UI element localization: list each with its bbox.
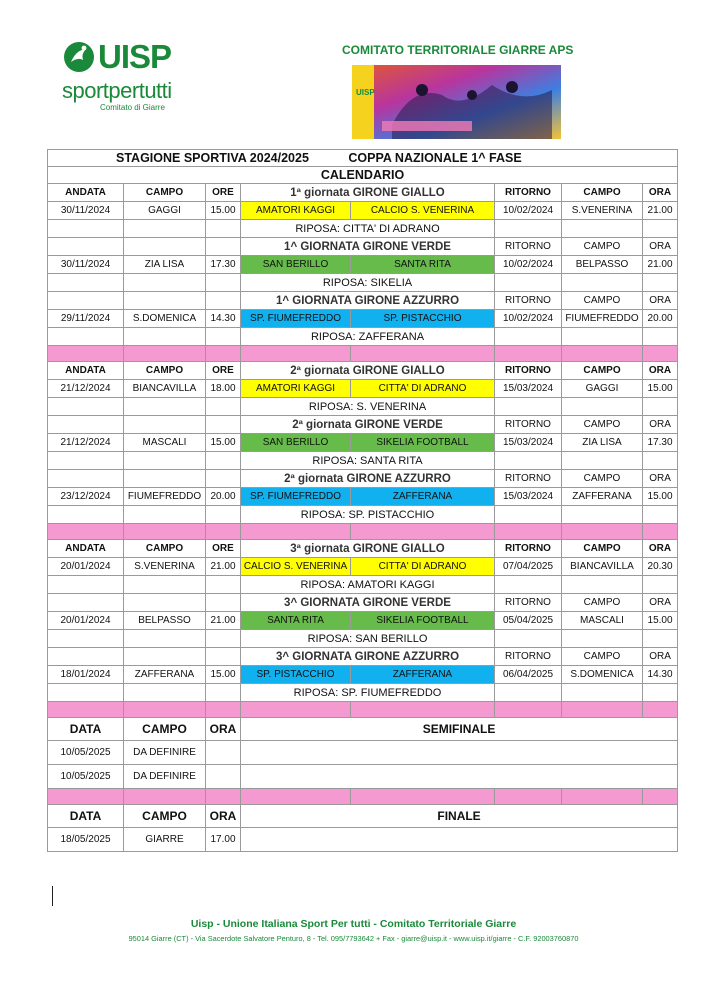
match-field: BIANCAVILLA <box>124 380 206 398</box>
rest-row <box>48 506 678 524</box>
semifinal-header-row <box>48 718 678 741</box>
match-row <box>48 612 678 630</box>
home-team: SANTA RITA <box>241 612 351 630</box>
away-team: SANTA RITA <box>351 256 495 274</box>
return-date: 10/02/2024 <box>495 310 562 328</box>
home-team: SAN BERILLO <box>241 256 351 274</box>
home-team: AMATORI KAGGI <box>241 202 351 220</box>
col-ore: ORE <box>206 540 241 558</box>
group-title: 3^ GIORNATA GIRONE VERDE <box>241 594 495 612</box>
calendar-title-row <box>48 167 678 184</box>
match-time: 21.00 <box>206 558 241 576</box>
match-field: BELPASSO <box>124 612 206 630</box>
group-header-row <box>48 594 678 612</box>
match-row <box>48 666 678 684</box>
return-field: FIUMEFREDDO <box>562 310 643 328</box>
rest-row <box>48 328 678 346</box>
rest-row <box>48 684 678 702</box>
group-title: 1^ GIORNATA GIRONE VERDE <box>241 238 495 256</box>
return-date: 06/04/2025 <box>495 666 562 684</box>
poster-image <box>352 65 561 139</box>
home-team: AMATORI KAGGI <box>241 380 351 398</box>
col-campo-return: CAMPO <box>562 292 643 310</box>
col-ore: ORE <box>206 184 241 202</box>
col-ora: ORA <box>643 184 678 202</box>
group-title: 3ª giornata GIRONE GIALLO <box>241 540 495 558</box>
finals-body <box>48 718 678 852</box>
group-header-row <box>48 470 678 488</box>
match-time: 15.00 <box>206 434 241 452</box>
pink-separator-row <box>48 524 678 540</box>
logo-tagline: sportpertutti <box>62 78 172 103</box>
col-campo-return: CAMPO <box>562 648 643 666</box>
match-field: GAGGI <box>124 202 206 220</box>
col-campo: CAMPO <box>124 805 206 828</box>
col-data: DATA <box>48 805 124 828</box>
stage-field: DA DEFINIRE <box>124 741 206 765</box>
col-ora: ORA <box>206 805 241 828</box>
stage-date: 18/05/2025 <box>48 828 124 852</box>
match-row <box>48 256 678 274</box>
col-ritorno: RITORNO <box>495 292 562 310</box>
return-date: 07/04/2025 <box>495 558 562 576</box>
col-ora: ORA <box>643 362 678 380</box>
col-data: DATA <box>48 718 124 741</box>
return-time: 21.00 <box>643 256 678 274</box>
return-time: 21.00 <box>643 202 678 220</box>
group-title: 2ª giornata GIRONE VERDE <box>241 416 495 434</box>
match-row <box>48 202 678 220</box>
match-time: 14.30 <box>206 310 241 328</box>
group-title: 1^ GIORNATA GIRONE AZZURRO <box>241 292 495 310</box>
col-andata: ANDATA <box>48 184 124 202</box>
away-team: SP. PISTACCHIO <box>351 310 495 328</box>
col-ora: ORA <box>643 416 678 434</box>
rest-team: RIPOSA: S. VENERINA <box>241 398 495 416</box>
return-field: ZIA LISA <box>562 434 643 452</box>
rest-row <box>48 630 678 648</box>
home-team: SP. PISTACCHIO <box>241 666 351 684</box>
footer-line2: 95014 Giarre (CT) - Via Sacerdote Salvatore Penturo, 8 - Tel. 095/7793642 + Fax - giarre@uisp.it - www.uisp.it/giarre - C.F. 92003760870 <box>128 934 579 943</box>
match-time: 18.00 <box>206 380 241 398</box>
return-date: 15/03/2024 <box>495 488 562 506</box>
col-ritorno: RITORNO <box>495 470 562 488</box>
return-field: S.VENERINA <box>562 202 643 220</box>
match-field: S.VENERINA <box>124 558 206 576</box>
stage-date: 10/05/2025 <box>48 741 124 765</box>
col-ritorno: RITORNO <box>495 648 562 666</box>
cup-title: COPPA NAZIONALE 1^ FASE <box>348 150 522 165</box>
rest-team: RIPOSA: SP. FIUMEFREDDO <box>241 684 495 702</box>
rest-team: RIPOSA: SP. PISTACCHIO <box>241 506 495 524</box>
home-team: SAN BERILLO <box>241 434 351 452</box>
pink-separator-row <box>48 346 678 362</box>
col-ritorno: RITORNO <box>495 540 562 558</box>
return-date: 15/03/2024 <box>495 434 562 452</box>
final-header-row <box>48 805 678 828</box>
col-ritorno: RITORNO <box>495 238 562 256</box>
col-campo: CAMPO <box>124 540 206 558</box>
col-ore: ORE <box>206 362 241 380</box>
col-ritorno: RITORNO <box>495 362 562 380</box>
footer-line1: Uisp - Unione Italiana Sport Per tutti - Comitato Territoriale Giarre <box>190 918 517 930</box>
rest-team: RIPOSA: SANTA RITA <box>241 452 495 470</box>
stage-date: 10/05/2025 <box>48 765 124 789</box>
group-header-row <box>48 362 678 380</box>
col-campo-return: CAMPO <box>562 362 643 380</box>
col-andata: ANDATA <box>48 540 124 558</box>
stage-time <box>206 741 241 765</box>
home-team: SP. FIUMEFREDDO <box>241 310 351 328</box>
final-title: FINALE <box>241 805 678 828</box>
text-cursor-mark <box>52 886 53 906</box>
away-team: CALCIO S. VENERINA <box>351 202 495 220</box>
return-date: 15/03/2024 <box>495 380 562 398</box>
match-date: 20/01/2024 <box>48 558 124 576</box>
group-header-row <box>48 292 678 310</box>
away-team: SIKELIA FOOTBALL <box>351 434 495 452</box>
return-date: 10/02/2024 <box>495 202 562 220</box>
match-field: FIUMEFREDDO <box>124 488 206 506</box>
season-title-row <box>48 150 678 167</box>
col-campo-return: CAMPO <box>562 184 643 202</box>
col-ora: ORA <box>643 540 678 558</box>
semifinal-title: SEMIFINALE <box>241 718 678 741</box>
semifinal-row <box>48 741 678 765</box>
away-team: CITTA' DI ADRANO <box>351 558 495 576</box>
match-field: MASCALI <box>124 434 206 452</box>
stage-time: 17.00 <box>206 828 241 852</box>
schedule-table <box>47 149 678 852</box>
return-time: 20.00 <box>643 310 678 328</box>
away-team: CITTA' DI ADRANO <box>351 380 495 398</box>
rest-team: RIPOSA: CITTA' DI ADRANO <box>241 220 495 238</box>
match-row <box>48 434 678 452</box>
col-campo: CAMPO <box>124 184 206 202</box>
match-row <box>48 310 678 328</box>
match-row <box>48 488 678 506</box>
group-header-row <box>48 184 678 202</box>
away-team: SIKELIA FOOTBALL <box>351 612 495 630</box>
match-row <box>48 380 678 398</box>
return-time: 15.00 <box>643 612 678 630</box>
match-time: 20.00 <box>206 488 241 506</box>
return-time: 14.30 <box>643 666 678 684</box>
rest-row <box>48 274 678 292</box>
return-field: MASCALI <box>562 612 643 630</box>
match-time: 15.00 <box>206 202 241 220</box>
away-team: ZAFFERANA <box>351 666 495 684</box>
svg-text:UISP: UISP <box>356 88 375 97</box>
col-campo: CAMPO <box>124 362 206 380</box>
final-row <box>48 828 678 852</box>
match-field: ZAFFERANA <box>124 666 206 684</box>
group-title: 2ª giornata GIRONE AZZURRO <box>241 470 495 488</box>
return-date: 05/04/2025 <box>495 612 562 630</box>
match-date: 21/12/2024 <box>48 434 124 452</box>
match-date: 18/01/2024 <box>48 666 124 684</box>
match-time: 21.00 <box>206 612 241 630</box>
group-header-row <box>48 648 678 666</box>
col-ritorno: RITORNO <box>495 184 562 202</box>
stage-field: DA DEFINIRE <box>124 765 206 789</box>
season-title: STAGIONE SPORTIVA 2024/2025 <box>116 150 309 165</box>
rest-team: RIPOSA: AMATORI KAGGI <box>241 576 495 594</box>
logo-brand: UISP <box>98 38 172 75</box>
return-date: 10/02/2024 <box>495 256 562 274</box>
away-team: ZAFFERANA <box>351 488 495 506</box>
stage-field: GIARRE <box>124 828 206 852</box>
group-header-row <box>48 540 678 558</box>
match-field: ZIA LISA <box>124 256 206 274</box>
pink-separator-row <box>48 702 678 718</box>
col-ora: ORA <box>643 238 678 256</box>
match-field: S.DOMENICA <box>124 310 206 328</box>
return-field: S.DOMENICA <box>562 666 643 684</box>
match-time: 17.30 <box>206 256 241 274</box>
rest-row <box>48 398 678 416</box>
col-ora: ORA <box>643 470 678 488</box>
uisp-runner-icon <box>62 40 96 74</box>
col-campo-return: CAMPO <box>562 470 643 488</box>
return-time: 17.30 <box>643 434 678 452</box>
col-ora: ORA <box>643 594 678 612</box>
col-ritorno: RITORNO <box>495 416 562 434</box>
semifinal-row <box>48 765 678 789</box>
col-ora: ORA <box>643 648 678 666</box>
logo-subtitle: Comitato di Giarre <box>100 103 165 112</box>
col-ora: ORA <box>206 718 241 741</box>
committee-title: COMITATO TERRITORIALE GIARRE APS <box>342 43 574 57</box>
col-campo-return: CAMPO <box>562 416 643 434</box>
group-header-row <box>48 238 678 256</box>
col-campo: CAMPO <box>124 718 206 741</box>
group-title: 3^ GIORNATA GIRONE AZZURRO <box>241 648 495 666</box>
rest-row <box>48 576 678 594</box>
return-field: ZAFFERANA <box>562 488 643 506</box>
match-time: 15.00 <box>206 666 241 684</box>
home-team: SP. FIUMEFREDDO <box>241 488 351 506</box>
home-team: CALCIO S. VENERINA <box>241 558 351 576</box>
match-date: 29/11/2024 <box>48 310 124 328</box>
return-field: GAGGI <box>562 380 643 398</box>
col-andata: ANDATA <box>48 362 124 380</box>
match-row <box>48 558 678 576</box>
rest-team: RIPOSA: SIKELIA <box>241 274 495 292</box>
rest-team: RIPOSA: ZAFFERANA <box>241 328 495 346</box>
group-title: 2ª giornata GIRONE GIALLO <box>241 362 495 380</box>
rest-row <box>48 220 678 238</box>
match-date: 20/01/2024 <box>48 612 124 630</box>
match-date: 23/12/2024 <box>48 488 124 506</box>
uisp-logo <box>62 40 212 126</box>
col-campo-return: CAMPO <box>562 238 643 256</box>
match-date: 30/11/2024 <box>48 202 124 220</box>
col-campo-return: CAMPO <box>562 540 643 558</box>
col-ritorno: RITORNO <box>495 594 562 612</box>
match-date: 30/11/2024 <box>48 256 124 274</box>
calendar-title: CALENDARIO <box>48 167 678 184</box>
group-header-row <box>48 416 678 434</box>
match-date: 21/12/2024 <box>48 380 124 398</box>
rest-row <box>48 452 678 470</box>
return-field: BELPASSO <box>562 256 643 274</box>
group-title: 1ª giornata GIRONE GIALLO <box>241 184 495 202</box>
rounds-body <box>48 184 678 718</box>
stage-time <box>206 765 241 789</box>
col-ora: ORA <box>643 292 678 310</box>
rest-team: RIPOSA: SAN BERILLO <box>241 630 495 648</box>
pink-separator-row <box>48 789 678 805</box>
return-time: 20.30 <box>643 558 678 576</box>
return-field: BIANCAVILLA <box>562 558 643 576</box>
col-campo-return: CAMPO <box>562 594 643 612</box>
return-time: 15.00 <box>643 488 678 506</box>
return-time: 15.00 <box>643 380 678 398</box>
